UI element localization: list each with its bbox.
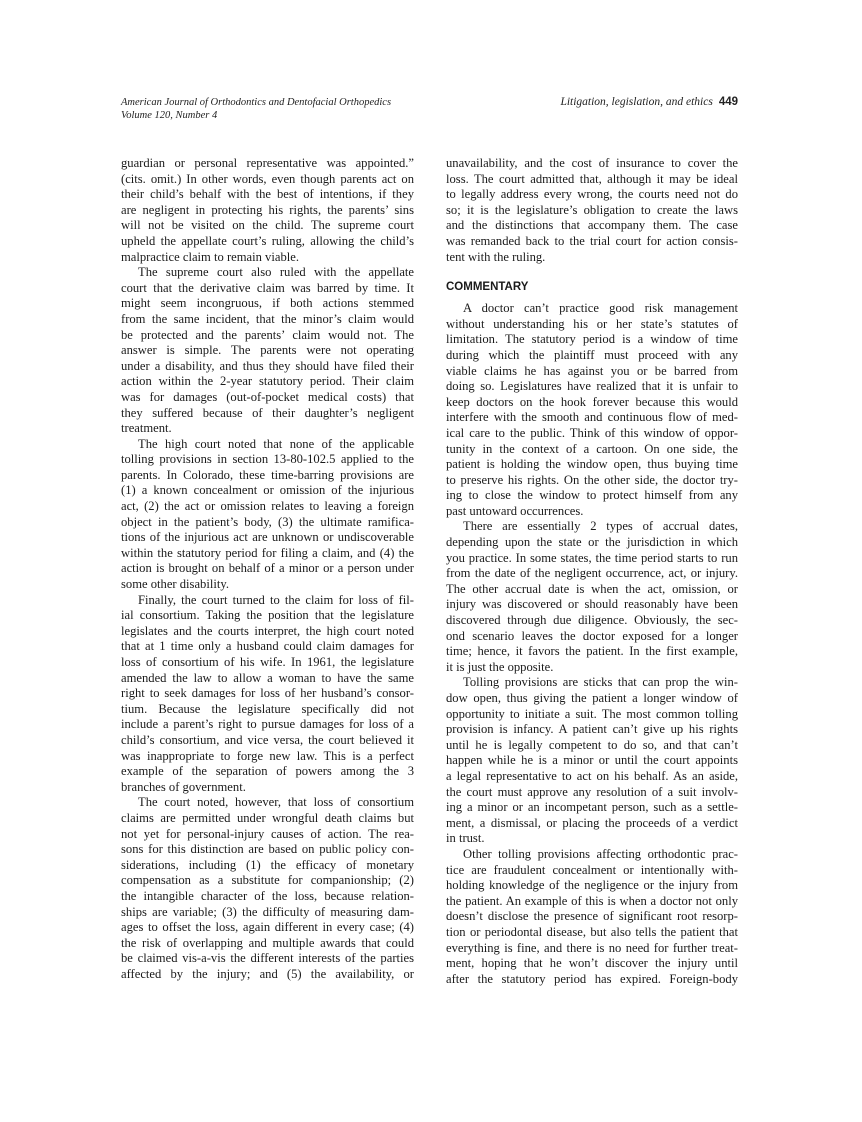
right-column-continuation (446, 156, 738, 265)
text-line: time; hence, it favors the patient. In the first example, (446, 644, 738, 659)
text-line: sons for this distinction are based on public policy con- (121, 842, 414, 857)
text-line: everything is fine, and there is no need for further treat- (446, 940, 738, 955)
text-line: A doctor can’t practice good risk management (463, 301, 738, 316)
text-line: discovered through due diligence. Obviously, the sec- (446, 613, 738, 628)
text-line: ment, a dismissal, or placing the proceeds of a verdict (446, 815, 738, 830)
text-line: the intangible character of the loss, because relation- (121, 888, 414, 903)
text-line: Tolling provisions are sticks that can prop the win- (463, 675, 738, 690)
text-line: object in the patient’s body, (3) the ultimate ramifica- (121, 514, 414, 529)
text-line: tium. Because the legislature specifically did not (121, 701, 414, 716)
text-line: be protected and the parents’ claim would not. The (121, 327, 414, 342)
text-line: ond scenario leaves the doctor exposed for a longer (446, 628, 738, 643)
running-header-left (121, 96, 391, 122)
text-line: include a parent’s right to pursue damages for loss of a (121, 717, 414, 732)
text-line: court that the derivative claim was barred by time. It (121, 280, 414, 295)
text-line: ment, hoping that he won’t discover the injury until (446, 956, 738, 971)
text-line: The high court noted that none of the applicable (138, 436, 414, 451)
text-line: unavailability, and the cost of insurance to cover the (446, 156, 738, 170)
text-line: until he is legally competent to do so, and that can’t (446, 737, 738, 752)
text-line: depending upon the state or the jurisdiction in which (446, 535, 738, 550)
paragraph (446, 847, 738, 987)
left-column-body (121, 156, 414, 982)
text-line: There are essentially 2 types of accrual dates, (463, 519, 738, 534)
text-line: will not be visited on the child. The supreme court (121, 218, 414, 233)
text-line: The court noted, however, that loss of consortium (138, 795, 414, 810)
text-line: branches of government. (121, 779, 246, 794)
text-line: to legally address every wrong, the courts need not do (446, 187, 738, 202)
text-line: to preserve his rights. On the other side, the doctor try- (446, 472, 738, 487)
text-line: ial consortium. Taking the position that the legislature (121, 608, 414, 623)
page-number: 449 (718, 96, 738, 108)
text-line: from the same incident, that the minor’s claim would (121, 311, 414, 326)
text-line: after the statutory period has expired. Foreign-body (446, 971, 738, 986)
journal-title: American Journal of Orthodontics and Dentofacial Orthopedics (121, 97, 392, 108)
text-line: The supreme court also ruled with the appellate (138, 265, 414, 280)
text-line: provision is infancy. A patient can’t give up his rights (446, 722, 738, 737)
paragraph (446, 675, 738, 847)
text-line: ical care to the public. Think of this window of oppor- (446, 425, 738, 440)
text-line: affected by the injury; and (5) the availability, or (121, 966, 414, 981)
text-line: legislates and the courts interpret, the high court noted (121, 623, 414, 638)
text-line: ages to offset the loss, again different in every case; (4) (121, 920, 414, 935)
text-line: ships are variable; (3) the difficulty of measuring dam- (121, 904, 414, 919)
text-line: tolling provisions in section 13-80-102.5 applied to the (121, 452, 414, 467)
text-line: be claimed vis-a-vis the different interests of the parties (121, 951, 414, 966)
section-heading-commentary: COMMENTARY (446, 281, 529, 294)
text-line: malpractice claim to remain viable. (121, 249, 299, 264)
text-line: child’s consortium, and vice versa, the court believed it (121, 732, 414, 747)
paragraph (121, 795, 414, 982)
text-line: Finally, the court turned to the claim for loss of fil- (138, 592, 414, 607)
text-line: tion or periodontal disease, but also tells the patient that (446, 924, 738, 939)
text-line: tent with the ruling. (446, 249, 546, 264)
text-line: act, (2) the act or omission relates to leaving a foreign (121, 499, 414, 514)
text-line: loss of consortium of his wife. In 1961, the legislature (121, 655, 414, 669)
text-line: treatment. (121, 421, 172, 436)
text-line: holding knowledge of the negligence or the injury from (446, 878, 738, 893)
text-line: the risk of overlapping and multiple awards that could (121, 935, 414, 950)
text-line: The other accrual date is when the act, omission, or (446, 581, 738, 596)
commentary-body (446, 301, 738, 987)
text-line: right to seek damages for loss of her husband’s consor- (121, 686, 414, 701)
paragraph (446, 156, 738, 265)
text-line: keep doctors on the hook forever because this would (446, 394, 738, 409)
paragraph (121, 265, 414, 437)
right-column (446, 156, 738, 987)
text-line: viable claims he has against you or be barred from (446, 363, 738, 378)
text-line: (cits. omit.) In other words, even though parents act on (121, 171, 414, 186)
text-line: ing to close the window to protect himself from any (446, 488, 738, 503)
paragraph (121, 156, 414, 265)
text-line: action is brought on behalf of a minor or a person under (121, 561, 414, 576)
text-line: not yet for personal-injury causes of action. The rea- (121, 826, 414, 841)
text-line: claims are permitted under wrongful death claims but (121, 810, 414, 825)
text-line: some other disability. (121, 577, 229, 592)
text-line: injury was discovered or should reasonably have been (446, 597, 738, 612)
text-line: it is just the opposite. (446, 659, 554, 674)
text-line: might seem incongruous, if both actions stemmed (121, 296, 414, 311)
text-line: the patient. An example of this is when a doctor not only (446, 893, 738, 908)
section-title: Litigation, legislation, and ethics (560, 96, 713, 108)
text-line: doing so. Legislatures have realized that it is unfair to (446, 379, 738, 394)
text-line: upheld the appellate court’s ruling, allowing the child’s (121, 233, 414, 248)
text-line: and the distinctions that accompany them. The case (446, 218, 738, 233)
text-line: past untoward occurrences. (446, 503, 584, 518)
text-line: the court must approve any resolution of a suit involv- (446, 784, 738, 799)
running-header-right (560, 96, 738, 109)
text-line: that at 1 time only a husband could claim damages for (121, 639, 414, 654)
text-line: patient is holding the window open, thus buying time (446, 457, 738, 472)
text-line: loss. The court admitted that, although it may be ideal (446, 171, 738, 186)
text-line: during which the plaintiff must proceed with any (446, 347, 738, 362)
text-line: interfere with the smooth and continuous flow of med- (446, 410, 738, 425)
text-line: a legal representative to act on his behalf. As an aside, (446, 768, 738, 783)
text-line: happen while he is a minor or until the court appoints (446, 753, 738, 768)
text-line: opportunity to initiate a suit. The most common tolling (446, 706, 738, 721)
text-line: without understanding his or her state’s statutes of (446, 316, 738, 331)
text-line: doesn’t disclose the presence of significant root resorp- (446, 909, 738, 924)
text-line: ing a minor or an incompetant person, such as a settle- (446, 800, 738, 815)
paragraph (121, 437, 414, 593)
text-line: siderations, including (1) the efficacy of monetary (121, 857, 414, 872)
text-line: was inappropriate to forge new law. This is a perfect (121, 748, 414, 763)
paragraph (446, 301, 738, 519)
text-line: limitation. The statutory period is a window of time (446, 332, 738, 347)
text-line: in trust. (446, 831, 485, 846)
text-line: so; it is the legislature’s obligation to create the laws (446, 202, 738, 217)
left-column (121, 156, 414, 982)
text-line: you practice. In some states, the time period starts to run (446, 550, 738, 565)
text-line: are negligent in protecting his rights, the parents’ sins (121, 202, 414, 217)
text-line: tice are fraudulent concealment or intentionally with- (446, 862, 738, 877)
text-line: action within the 2-year statutory period. Their claim (121, 374, 414, 389)
text-line: amended the law to allow a woman to have the same (121, 670, 414, 685)
text-line: answer is simple. The parents were not operating (121, 343, 414, 358)
text-line: dow open, thus giving the patient a longer window of (446, 691, 738, 705)
text-line: example of the separation of powers among the 3 (121, 764, 414, 779)
text-line: Other tolling provisions affecting orthodontic prac- (463, 846, 738, 861)
text-line: their child’s behalf with the best of intentions, if they (121, 187, 414, 202)
text-line: (1) a known concealment or omission of the injurious (121, 483, 414, 498)
text-line: parents. In Colorado, these time-barring provisions are (121, 467, 414, 482)
paragraph (121, 593, 414, 796)
text-line: tions of the injurious act are unknown or undiscoverable (121, 530, 414, 545)
volume-number: Volume 120, Number 4 (121, 110, 218, 121)
paragraph (446, 519, 738, 675)
text-line: was for damages (out-of-pocket medical costs) that (121, 389, 414, 404)
text-line: they suffered because of their daughter’s negligent (121, 405, 414, 420)
text-line: within the statutory period for filing a claim, and (4) the (121, 545, 414, 560)
text-line: was remanded back to the trial court for action consis- (446, 233, 738, 248)
text-line: compensation as a substitute for companionship; (2) (121, 873, 414, 888)
text-line: from the date of the negligent occurrence, act, or injury. (446, 566, 738, 581)
text-line: guardian or personal representative was appointed.” (121, 156, 414, 170)
text-line: tunity in the context of a cartoon. On one side, the (446, 441, 738, 456)
text-line: under a disability, and thus they should have filed their (121, 358, 414, 373)
